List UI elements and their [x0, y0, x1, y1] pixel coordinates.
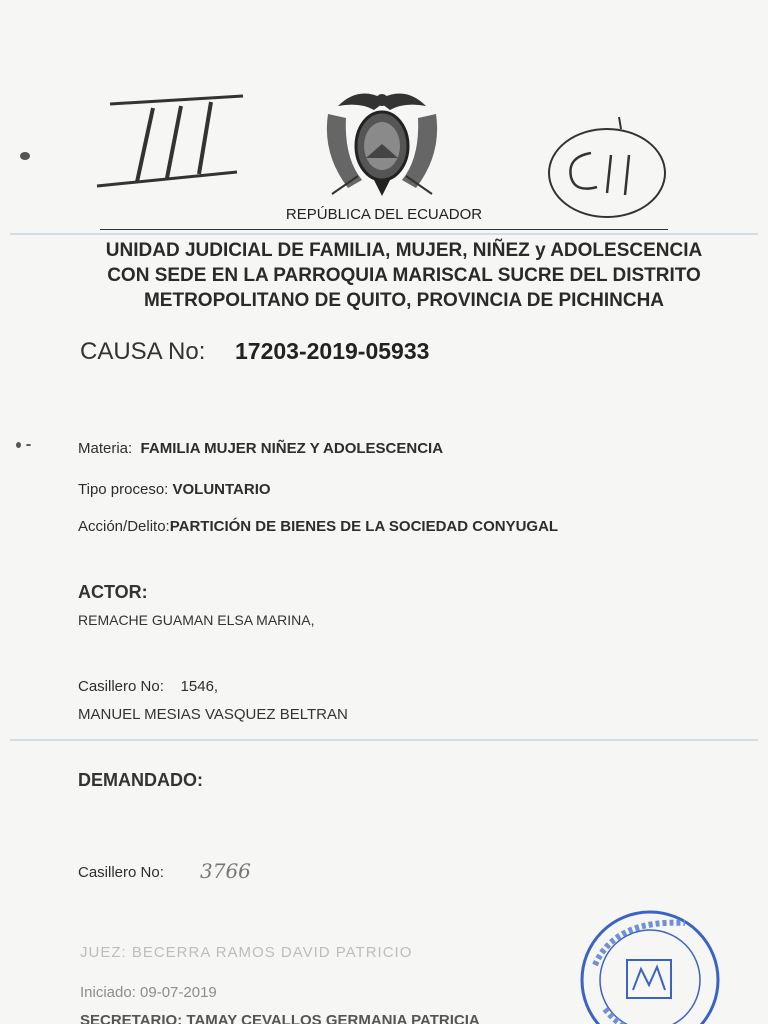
unit-line-3: METROPOLITANO DE QUITO, PROVINCIA DE PICHINCHA: [143, 290, 665, 311]
secretario-line: SECRETARIO: TAMAY CEVALLOS GERMANIA PATRICIA: [80, 1012, 480, 1024]
accion-label: Acción/Delito:: [78, 518, 170, 535]
court-unit-heading: [40, 238, 768, 313]
unit-line-2: CON SEDE EN LA PARROQUIA MARISCAL SUCRE DEL DISTRITO: [107, 265, 701, 286]
actor-casillero-row: [78, 678, 218, 695]
ecuador-coat-of-arms: [318, 84, 446, 208]
scan-line: [10, 233, 758, 235]
iniciado-line: Iniciado: 09-07-2019: [80, 984, 217, 1001]
tipo-row: [78, 481, 271, 498]
demandado-casillero-label: Casillero No:: [78, 864, 164, 881]
scan-speck: [26, 444, 31, 446]
accion-value: PARTICIÓN DE BIENES DE LA SOCIEDAD CONYUGAL: [169, 518, 559, 535]
actor-heading: ACTOR:: [78, 582, 148, 602]
actor-lawyer: MANUEL MESIAS VASQUEZ BELTRAN: [78, 706, 348, 723]
tipo-value: VOLUNTARIO: [172, 481, 271, 498]
scan-speck: [16, 442, 21, 448]
actor-casillero-value: 1546,: [180, 678, 219, 695]
unit-line-1: UNIDAD JUDICIAL DE FAMILIA, MUJER, NIÑEZ y ADOLESCENCIA: [105, 240, 703, 261]
faded-judge-line: JUEZ: BECERRA RAMOS DAVID PATRICIO: [80, 944, 413, 961]
demandado-casillero-handwritten: 3766: [200, 859, 251, 883]
header-rule: [100, 229, 668, 230]
court-stamp: [575, 905, 725, 1024]
materia-label: Materia:: [78, 440, 133, 457]
actor-name: REMACHE GUAMAN ELSA MARINA,: [78, 612, 315, 628]
tipo-label: Tipo proceso:: [78, 481, 169, 498]
demandado-heading: DEMANDADO:: [78, 770, 203, 790]
republic-title: REPÚBLICA DEL ECUADOR: [285, 206, 483, 223]
accion-row: [78, 518, 558, 535]
materia-row: [78, 440, 443, 457]
scan-speck: [20, 152, 30, 160]
handwritten-roman-numeral: [95, 92, 245, 192]
causa-number: 17203-2019-05933: [235, 338, 430, 364]
actor-casillero-label: Casillero No:: [78, 678, 164, 695]
causa-label: CAUSA No:: [80, 338, 206, 365]
scan-line: [10, 739, 758, 741]
materia-value: FAMILIA MUJER NIÑEZ Y ADOLESCENCIA: [140, 440, 444, 457]
